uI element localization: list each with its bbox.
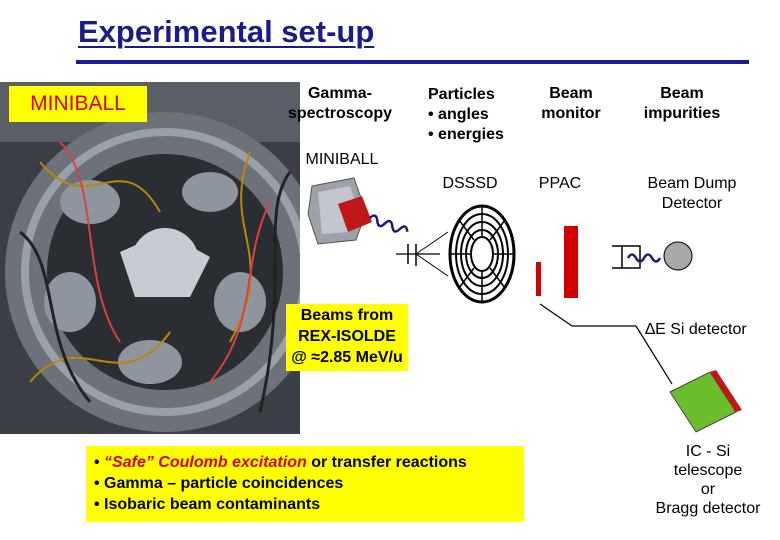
beam-impurities-line1: Beam xyxy=(660,85,704,102)
summary-item-2: • Gamma – particle coincidences xyxy=(94,475,344,492)
beams-box-line2: REX-ISOLDE xyxy=(298,328,396,345)
ppac-label: PPAC xyxy=(538,175,582,192)
gamma-label-line2: spectroscopy xyxy=(287,105,393,122)
ic-si-label xyxy=(646,442,770,518)
delta-e-strip xyxy=(536,262,541,296)
beams-box-line3: @ ≈2.85 MeV/u xyxy=(291,349,403,366)
gamma-label-line1: Gamma- xyxy=(307,85,373,102)
incoming-beam-wave xyxy=(368,214,408,235)
ic-label-line2: telescope xyxy=(673,462,743,479)
beam-dump-detector xyxy=(664,242,692,270)
miniball-photo-label: MINIBALL xyxy=(9,86,147,122)
ic-label-line3: or xyxy=(700,481,716,498)
beam-monitor-line2: monitor xyxy=(541,105,601,122)
beam-dump-line2: Detector xyxy=(661,195,723,212)
ppac-detector xyxy=(564,226,578,298)
summary-box xyxy=(86,446,524,522)
particles-label-line1: Particles xyxy=(428,86,495,103)
summary-item-1-highlight: “Safe” Coulomb excitation xyxy=(104,454,307,471)
ic-label-line4: Bragg detector xyxy=(655,500,761,517)
beam-dump-line1: Beam Dump xyxy=(647,175,737,192)
dsssd-label: DSSSD xyxy=(442,175,498,192)
summary-bullet: • xyxy=(94,454,105,471)
page-title: Experimental set-up xyxy=(78,14,375,49)
particles-label-energies: • energies xyxy=(428,126,504,143)
particles-label-angles: • angles xyxy=(428,106,489,123)
ic-si-telescope-icon xyxy=(670,370,742,432)
ic-label-line1: IC - Si xyxy=(685,443,731,460)
delta-e-label: ∆E Si detector xyxy=(645,321,747,338)
beams-from-rex-isolde-box xyxy=(286,304,408,371)
summary-item-1 xyxy=(94,452,524,473)
dsssd-detector xyxy=(450,206,514,302)
summary-item-3: • Isobaric beam contaminants xyxy=(94,496,321,513)
beams-box-line1: Beams from xyxy=(300,307,394,324)
beam-dump-wave xyxy=(628,255,660,262)
miniball-detector-label: MINIBALL xyxy=(305,151,379,168)
miniball-detector-icon xyxy=(308,178,372,244)
beam-monitor-line1: Beam xyxy=(549,85,593,102)
summary-item-1-rest: or transfer reactions xyxy=(306,454,467,471)
beam-impurities-line2: impurities xyxy=(643,105,721,122)
